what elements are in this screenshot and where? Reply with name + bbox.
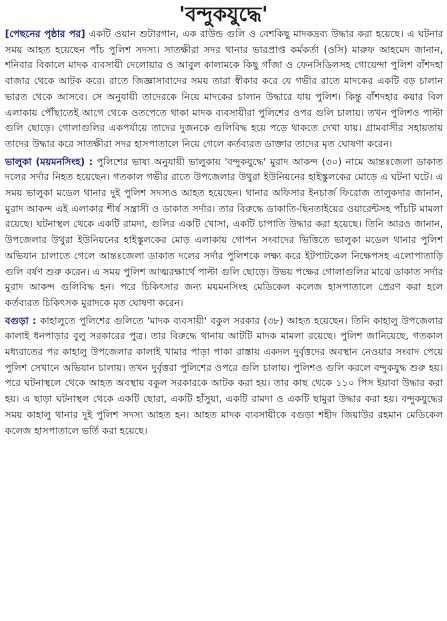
paragraph-bogura xyxy=(5,314,443,440)
paragraph-intro xyxy=(5,27,443,153)
dateline-bhaluka: ভালুকা (ময়মনসিংহ) : xyxy=(5,156,93,168)
dateline-bogura: বগুড়া : xyxy=(5,315,37,327)
paragraph-bhaluka xyxy=(5,155,443,312)
paragraph-bogura-text: কাহালুতে পুলিশের গুলিতে 'মাদক ব্যবসায়ী' বকুল সরকার (৩৮) আহত হয়েছেন। তিনি কাহালু উপজেলার কালাই ধনপাড়ার বুলু সরকারের পুত্র। তার বিরুদ্ধে থানায় আটটি মাদক মামলা রয়েছে। পুলিশ জানিয়েছে, গতকাল মধ্যরাতের পর কাহালু উপজেলার কালাই খামার পাড়া পাকা রাস্তায় একদল দুর্বৃত্তদের অবস্থান নেওয়ার সংবাদ পেয়ে পুলিশ সেখানে অভিযান চালায়। তখন দুর্বৃত্তরা পুলিশের ওপরে গুলি চালায়। পুলিশও গুলি করলে বন্দুকযুদ্ধ শুরু হয়। পরে ঘটনাস্থলে থেকে আহত অবস্থায় বকুল সরকারকে আটক করা হয়। তার কাছ থেকে ১১০ পিস ইয়াবা উদ্ধার করা হয়। এ ছাড়া ঘটনাস্থল থেকে একটি ছোরা, একটি হাঁসুয়া, একটি রামদা ও একটি ছামুরা উদ্ধার করা হয়। বন্দুকযুদ্ধের সময় কাহালু থানার দুই পুলিশ সদস্য আহত হন। আহত মাদক ব্যবসায়ীকে বগুড়া শহীদ জিয়াউর রহমান মেডিকেল কলেজ হাসপাতালে ভর্তি করা হয়েছে। xyxy=(5,315,444,437)
paragraph-intro-text: একটি ওয়ান শুটারগান, এক রাউন্ড গুলি ও বেশকিছু মাদকদ্রব্য উদ্ধার করা হয়েছে। এ ঘটনার সময় আহত হয়েছেন পাঁচ পুলিশ সদস্য। সাতক্ষীরা সদর থানার ভারপ্রাপ্ত কর্মকর্তা (ওসি) মারুফ আহমেদ জানান, শনিবার বিকালে মাদক ব্যবসায়ী দেলোয়ার ও আবুল কালামকে কিছু গাঁজা ও ফেনসিডিলসহ গোয়েন্দা পুলিশ বাঁশদহা বাজার থেকে আটক করে। রাতে জিজ্ঞাসাবাদের সময় তারা স্বীকার করে যে গভীর রাতে মাদকের একটি বড় চালান ভারত থেকে আসবে। সে অনুযায়ী তাদেরকে নিয়ে মাদকের চালান উদ্ধারে যায় পুলিশ। কিন্তু বাঁশদহার কয়ার বিল এলাকায় পৌঁছাতেই আগে থেকে ওতপেতে থাকা মাদক ব্যবসায়ীরা পুলিশের ওপর গুলি চালায়। তখন পুলিশও পাল্টা গুলি ছোড়ে। গোলাগুলির একপর্যায়ে তাদের দুজনকে গুলিবিদ্ধ হয়ে পড়ে থাকতে দেখা যায়। গ্রামবাসীর সহায়তায় তাদের উদ্ধার করে সাতক্ষীরা সদর হাসপাতালে নিয়ে গেলে কর্তব্যরত ডাক্তার তাদের মৃত ঘোষণা করেন। xyxy=(5,29,443,150)
paragraph-bhaluka-text: পুলিশের ভাষ্য অনুযায়ী ভালুকায় 'বন্দুকযুদ্ধে' মুরাদ আকন্দ (৩০) নামে আন্তঃজেলা ডাকাত দলের সর্দার নিহত হয়েছেন। গতকাল গভীর রাতে উপজেলার উথুরা ইউনিয়নের হাইস্কুলকের মোড়ে এ ঘটনা ঘটে। এ সময় ভালুকা মডেল থানার দুই পুলিশ সদস্যও আহত হয়েছেন। থানার অফিসার ইনচার্জ ফিরোজ তালুকদার জানান, মুরাদ আকন্দ এই এলাকার শীর্ষ সন্ত্রাসী ও ডাকাত সর্দার। তার বিরুদ্ধে ডাকাতি-ছিনতাইয়ের ওয়ারেন্টসহ পাঁচটি মামলা রয়েছে। ঘটনাস্থল থেকে একটি রামদা, গুলির একটি খোসা, একটি চাপাতি উদ্ধার করা হয়েছে। তিনি আরও জানান, উপজেলার উথুরা ইউনিয়নের হাইস্কুলকের মোড় এলাকায় গোপন সংবাদের ভিত্তিতে ভালুকা মডেল থানার পুলিশ অভিযান চালাতে গেলে আন্তঃজেলা ডাকাত দলের সর্দার পুলিশকে লক্ষ্য করে ইটপাটকেল নিক্ষেপসহ এলোপাতাড়ি গুলি বর্ষণ শুরু করেন। এ সময় পুলিশ আত্মরক্ষার্থে পাল্টা গুলি ছোড়ে। উভয় পক্ষের গোলাগুলির মাঝে ডাকাত সর্দার মুরাদ আকন্দ গুলিবিদ্ধ হন। পরে চিকিৎসার জন্য ময়মনসিংহ মেডিকেল কলেজ হাসপাতালে প্রেরণ করা হলে কর্তব্যরত চিকিৎসক মুরাদকে মৃত ঘোষণা করেন। xyxy=(5,156,443,309)
article-body xyxy=(5,27,443,439)
headline: 'বন্দুকযুদ্ধে' xyxy=(178,2,269,26)
continued-from-marker: [পেছনের পৃষ্ঠার পর] xyxy=(5,29,86,40)
